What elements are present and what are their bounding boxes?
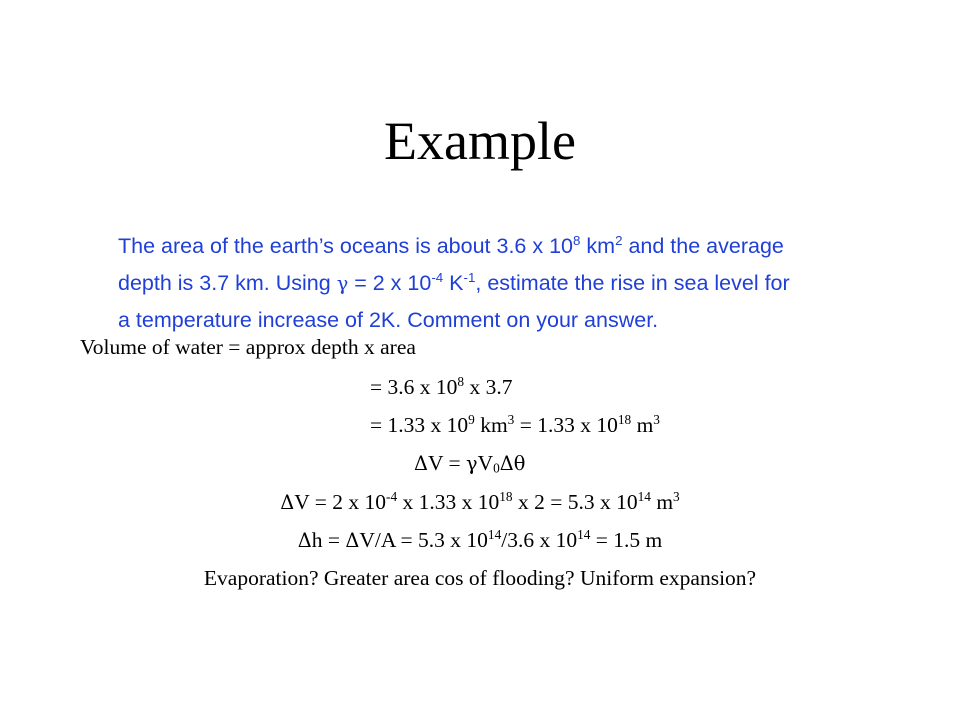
text: = 2 x 10: [348, 271, 432, 295]
text: m: [650, 490, 674, 514]
text: x 3.7: [464, 375, 513, 399]
superscript: 2: [615, 232, 623, 248]
solution-line-comment: Evaporation? Greater area cos of flooding? Uniform expansion?: [203, 566, 757, 590]
text: = 1.5 m: [590, 528, 663, 552]
superscript: 14: [637, 488, 651, 504]
delta-symbol: Δ: [345, 529, 360, 552]
text: and the average: [622, 234, 784, 258]
text: x 2 = 5.3 x 10: [512, 490, 638, 514]
gamma-symbol: γ: [336, 272, 349, 295]
superscript: 9: [468, 411, 475, 427]
delta-symbol: Δ: [297, 529, 312, 552]
text: depth is 3.7 km. Using: [118, 271, 337, 295]
text: V/A = 5.3 x 10: [359, 528, 488, 552]
superscript: 8: [573, 232, 581, 248]
text: h =: [311, 528, 346, 552]
problem-line-2: [118, 265, 898, 302]
superscript: -4: [431, 269, 444, 285]
gamma-symbol: γ: [466, 452, 478, 475]
theta-symbol: θ: [513, 452, 526, 475]
solution-line-volume-value: [370, 412, 660, 438]
superscript: 18: [499, 488, 513, 504]
delta-symbol: Δ: [280, 491, 295, 514]
text: = 3.6 x 10: [370, 375, 458, 399]
subscript: 0: [493, 460, 500, 476]
text: /3.6 x 10: [501, 528, 578, 552]
solution-line-product: [370, 374, 512, 400]
solution-line-volume: Volume of water = approx depth x area: [80, 335, 416, 359]
text: x 1.33 x 10: [397, 490, 500, 514]
solution-line-formula: [414, 450, 525, 477]
superscript: 3: [507, 411, 515, 427]
problem-statement: [118, 228, 898, 339]
delta-symbol: Δ: [499, 452, 514, 475]
superscript: 14: [577, 526, 591, 542]
slide-title: Example: [384, 111, 576, 171]
text: km: [580, 234, 616, 258]
delta-symbol: Δ: [414, 452, 428, 475]
text: V = 2 x 10: [294, 490, 387, 514]
problem-line-1: [118, 228, 898, 265]
text: K: [443, 271, 464, 295]
solution-line-delta-h: [0, 527, 960, 554]
text: m: [631, 413, 654, 437]
solution-line-delta-v: [0, 489, 960, 516]
superscript: -1: [463, 269, 476, 285]
text: The area of the earth’s oceans is about 3.6 x 10: [118, 234, 573, 258]
superscript: 14: [487, 526, 502, 542]
superscript: -4: [386, 488, 398, 504]
text: V =: [427, 451, 466, 475]
superscript: 3: [653, 411, 660, 427]
text: , estimate the rise in sea level for: [475, 271, 790, 295]
text: V: [477, 451, 494, 475]
text: km: [474, 413, 508, 437]
superscript: 18: [617, 411, 632, 427]
superscript: 3: [673, 488, 680, 504]
superscript: 8: [457, 373, 465, 389]
problem-line-3: a temperature increase of 2K. Comment on your answer.: [118, 308, 659, 332]
text: = 1.33 x 10: [514, 413, 618, 437]
text: = 1.33 x 10: [370, 413, 469, 437]
